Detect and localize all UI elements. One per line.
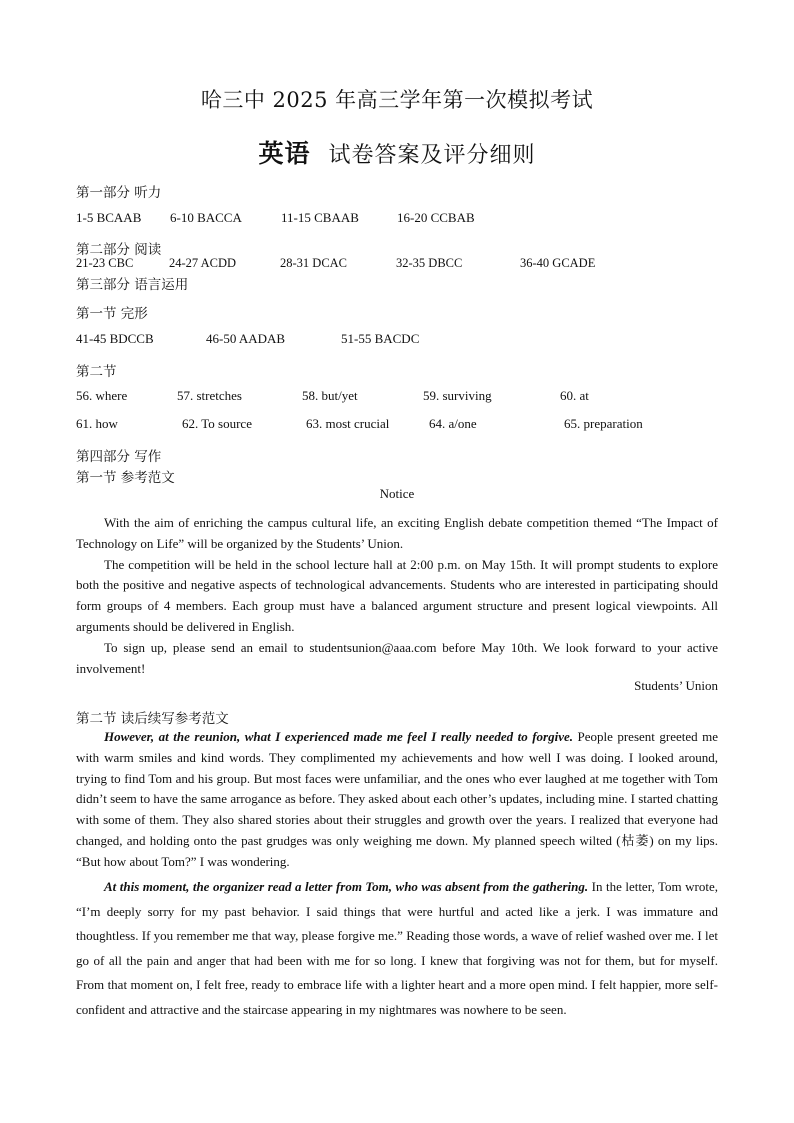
fill-answer: 58. but/yet — [302, 388, 358, 403]
notice-title: Notice — [379, 486, 415, 501]
continuation-paragraph-2 — [76, 875, 718, 1023]
answer-group: 11-15 CBAAB — [281, 210, 359, 225]
paragraph-1 — [76, 727, 718, 873]
document-subtitle — [0, 134, 794, 170]
notice-body — [76, 513, 718, 679]
continuation-paragraph-1 — [76, 727, 718, 873]
paragraph-2 — [76, 875, 718, 1023]
part4-section1-heading: 第一节 参考范文 — [76, 470, 175, 486]
notice-paragraph: The competition will be held in the school lecture hall at 2:00 p.m. on May 15th. It will prompt students to explore both the positive and negative aspects of technological advancements. Students who are interested in participating should form groups of 4 members. Each group must have a balanced argument structure and present logical viewpoints. All arguments should be delivered in English. — [76, 556, 718, 634]
fill-answer: 65. preparation — [564, 416, 643, 431]
part1-heading: 第一部分 听力 — [76, 185, 162, 201]
answer-group: 1-5 BCAAB — [76, 210, 142, 225]
answer-group: 16-20 CCBAB — [397, 210, 475, 225]
subtitle-text: 试卷答案及评分细则 — [328, 143, 536, 168]
answer-group: 41-45 BDCCB — [76, 331, 154, 346]
fill-answer: 59. surviving — [423, 388, 492, 403]
answer-group: 24-27 ACDD — [169, 256, 237, 270]
answer-group: 51-55 BACDC — [341, 331, 420, 346]
part4-heading: 第四部分 写作 — [76, 449, 162, 465]
part2-heading: 第二部分 阅读 — [76, 242, 162, 258]
part3-section2-heading: 第二节 — [76, 364, 117, 380]
paragraph-body: People present greeted me with warm smiles and kind words. They complimented my achievements and how well I was doing. I looked around, trying to find Tom and his group. But most faces were unfamiliar, and the ones who ever laughed at me together with Tom didn’t seem to have the same arrogance as before. They asked about each other’s updates, including mine. I started chatting with some of them. They also shared stories about their struggles and growth over the years. I realized that everyone had changed, and holding onto the past grudges was only weighing me down. My planned speech wilted (枯萎) on my lips. “But how about Tom?” I was wondering. — [76, 729, 718, 869]
part4-section2-heading: 第二节 读后续写参考范文 — [76, 711, 229, 727]
exam-title: 哈三中 2025 年高三学年第一次模拟考试 — [200, 88, 594, 112]
answer-group: 28-31 DCAC — [280, 256, 348, 270]
subject-label: 英语 — [258, 139, 311, 168]
fill-answer: 57. stretches — [177, 388, 242, 403]
answer-group: 21-23 CBC — [76, 256, 134, 270]
answer-group: 36-40 GCADE — [520, 256, 596, 270]
paragraph-body: In the letter, Tom wrote, “I’m deeply sorry for my past behavior. I said things that were hurtful and acted like a jerk. I was immature and thoughtless. If you remember me that way, please forgive me.” Reading those words, a wave of relief washed over me. I let go of all the pain and anger that had been with me for so long. I knew that forgiving was not for them, but for myself. From that moment on, I felt free, ready to embrace life with a lighter heart and a more open mind. I felt happier, more self-confident and attractive and the staircase appearing in my nightmares was nowhere to be seen. — [76, 879, 718, 1017]
notice-signature: Students’ Union — [634, 678, 718, 693]
answer-group: 32-35 DBCC — [396, 256, 463, 270]
fill-answer: 63. most crucial — [306, 416, 390, 431]
paragraph-lead-sentence: At this moment, the organizer read a letter from Tom, who was absent from the gathering. — [104, 879, 589, 894]
part3-section1-heading: 第一节 完形 — [76, 306, 148, 322]
fill-answer: 64. a/one — [429, 416, 477, 431]
paragraph-lead-sentence: However, at the reunion, what I experienced made me feel I really needed to forgive. — [104, 729, 573, 744]
fill-answer: 56. where — [76, 388, 128, 403]
notice-paragraph: With the aim of enriching the campus cultural life, an exciting English debate competition themed “The Impact of Technology on Life” will be organized by the Students’ Union. — [76, 515, 718, 551]
fill-answer: 60. at — [560, 388, 589, 403]
fill-answer: 62. To source — [182, 416, 252, 431]
fill-answer: 61. how — [76, 416, 118, 431]
answer-group: 46-50 AADAB — [206, 331, 286, 346]
part3-heading: 第三部分 语言运用 — [76, 277, 189, 293]
answer-group: 6-10 BACCA — [170, 210, 242, 225]
notice-paragraph: To sign up, please send an email to studentsunion@aaa.com before May 10th. We look forward to your active involvement! — [76, 639, 718, 676]
